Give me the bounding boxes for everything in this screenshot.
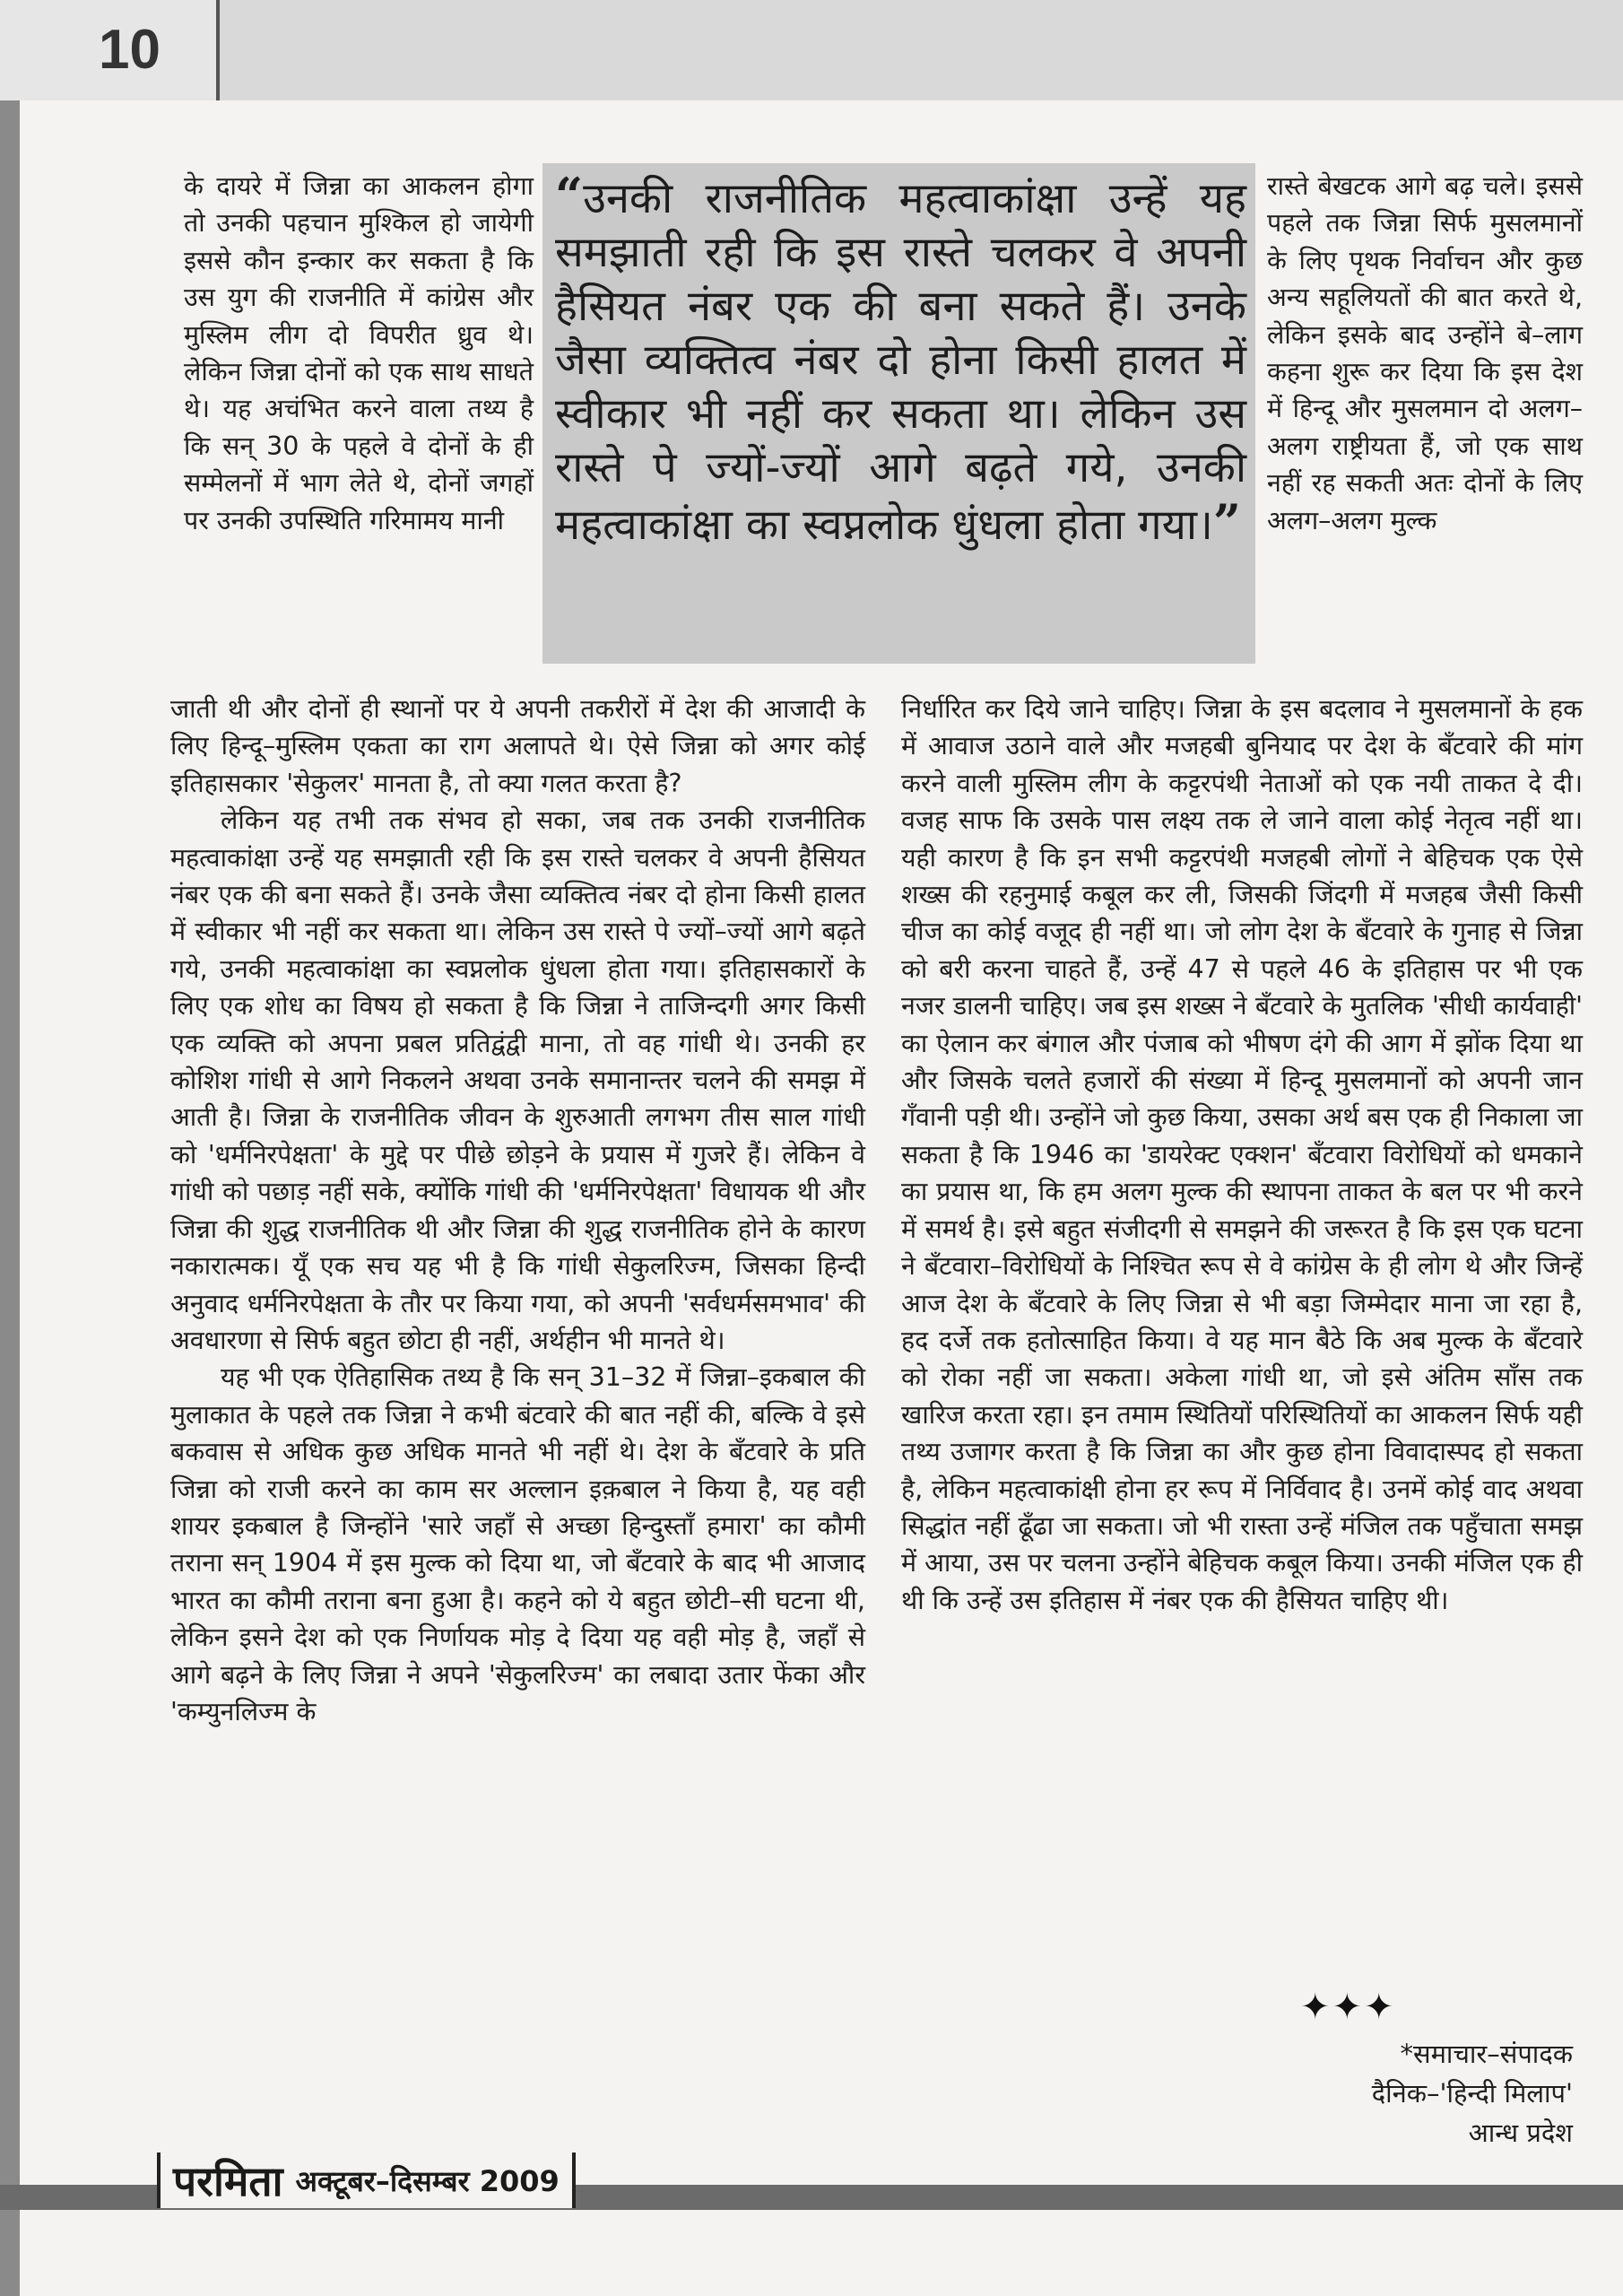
- page-number-box: [0, 0, 220, 100]
- left-paragraph-1: जाती थी और दोनों ही स्थानों पर ये अपनी तकरीरों में देश की आजादी के लिए हिन्दू–मुस्लिम एकता का राग अलापते थे। ऐसे जिन्ना को अगर कोई इतिहासकार 'सेकुलर' मानता है, तो क्या गलत करता है?: [170, 694, 865, 798]
- close-quote-icon: ”: [1212, 493, 1241, 551]
- left-top-paragraph: के दायरे में जिन्ना का आकलन होगा तो उनकी पहचान मुश्किल हो जायेगी इससे कौन इन्कार कर सकता है कि उस युग की राजनीति में कांग्रेस और मुस्लिम लीग दो विपरीत ध्रुव थे। लेकिन जिन्ना दोनों को एक साथ साधते थे। यह अचंभित करने वाला तथ्य है कि सन् 30 के पहले वे दोनों के ही सम्मेलनों में भाग लेते थे, दोनों जगहों पर उनकी उपस्थिति गरिमामय मानी: [184, 171, 534, 535]
- right-top-paragraph: रास्ते बेखटक आगे बढ़ चले। इससे पहले तक जिन्ना सिर्फ मुसलमानों के लिए पृथक निर्वाचन और कुछ अन्य सहूलियतों की बात करते थे, लेकिन इसके बाद उन्होंने बे–लाग कहना शुरू कर दिया कि इस देश में हिन्दू और मुसलमान दो अलग–अलग राष्ट्रीयता हैं, जो एक साथ नहीं रह सकती अतः दोनों के लिए अलग–अलग मुल्क: [1267, 171, 1583, 535]
- magazine-name: परमिता: [173, 2157, 283, 2205]
- open-quote-icon: “: [555, 167, 584, 224]
- pull-quote: [542, 163, 1255, 664]
- right-top-column: [1267, 168, 1583, 539]
- right-paragraph: निर्धारित कर दिये जाने चाहिए। जिन्ना के इस बदलाव ने मुसलमानों के हक में आवाज उठाने वाले और मजहबी बुनियाद पर देश के बँटवारे की मांग करने वाली मुस्लिम लीग के कट्टरपंथी नेताओं को एक नयी ताकत दे दी। वजह साफ कि उसके पास लक्ष्य तक ले जाने वाला कोई नेतृत्व नहीं था। यही कारण है कि इन सभी कट्टरपंथी मजहबी लोगों ने बेहिचक एक ऐसे शख्स की रहनुमाई कबूल कर ली, जिसकी जिंदगी में मजहब जैसी किसी चीज का कोई वजूद ही नहीं था। जो लोग देश के बँटवारे के गुनाह से जिन्ना को बरी करना चाहते हैं, उन्हें 47 से पहले 46 के इतिहास पर भी एक नजर डालनी चाहिए। जब इस शख्स ने बँटवारे के मुतलिक 'सीधी कार्यवाही' का ऐलान कर बंगाल और पंजाब को भीषण दंगे की आग में झोंक दिया था और जिसके चलते हजारों की संख्या में हिन्दू मुसलमानों को अपनी जान गँवानी पड़ी थी। उन्होंने जो कुछ किया, उसका अर्थ बस एक ही निकाला जा सकता है कि 1946 का 'डायरेक्ट एक्शन' बँटवारा विरोधियों को धमकाने का प्रयास था, कि हम अलग मुल्क की स्थापना ताकत के बल पर भी करने में समर्थ है। इसे बहुत संजीदगी से समझने की जरूरत है कि इस एक घटना ने बँटवारा–विरोधियों के निश्चित रूप से वे कांग्रेस के ही लोग थे और जिन्हें आज देश के बँटवारे के लिए जिन्ना से भी बड़ा जिम्मेदार माना जा रहा है, हद दर्जे तक हतोत्साहित किया। वे यह मान बैठे कि अब मुल्क के बँटवारे को रोका नहीं जा सकता। अकेला गांधी था, जो इसे अंतिम साँस तक खारिज करता रहा। इन तमाम स्थितियों परिस्थितियों का आकलन सिर्फ यही तथ्य उजागर करता है कि जिन्ना का और कुछ होना विवादास्पद हो सकता है, लेकिन महत्वाकांक्षी होना हर रूप में निर्विवाद है। उनमें कोई वाद अथवा सिद्धांत नहीं ढूँढा जा सकता। जो भी रास्ता उन्हें मंजिल तक पहुँचाता समझ में आया, उस पर चलना उन्होंने बेहिचक कबूल किया। उनकी मंजिल एक ही थी कि उन्हें उस इतिहास में नंबर एक की हैसियत चाहिए थी।: [901, 694, 1583, 1615]
- page-number: 10: [99, 19, 161, 81]
- right-column: [901, 691, 1583, 1619]
- author-role: *समाचार–संपादक: [1400, 2039, 1573, 2069]
- left-paragraph-3: यह भी एक ऐतिहासिक तथ्य है कि सन् 31–32 में जिन्ना–इकबाल की मुलाकात के पहले तक जिन्ना ने कभी बंटवारे की बात नहीं की, बल्कि वे इसे बकवास से अधिक कुछ अधिक मानते भी नहीं थे। देश के बँटवारे के प्रति जिन्ना को राजी करने का काम सर अल्लान इक़बाल ने किया है, यह वही शायर इकबाल है जिन्होंने 'सारे जहाँ से अच्छा हिन्दुस्ताँ हमारा' का कौमी तराना सन् 1904 में इस मुल्क को दिया था, जो बँटवारे के बाद भी आजाद भारत का कौमी तराना बना हुआ है। कहने को ये बहुत छोटी–सी घटना थी, लेकिन इसने देश को एक निर्णायक मोड़ दे दिया यह वही मोड़ है, जहाँ से आगे बढ़ने के लिए जिन्ना ने अपने 'सेकुलरिज्म' का लबादा उतार फेंका और 'कम्युनलिज्म के: [170, 1362, 865, 1726]
- issue-date: अक्टूबर–दिसम्बर 2009: [295, 2163, 560, 2198]
- end-stars-icon: ✦✦✦: [1300, 1987, 1396, 2028]
- pull-quote-text: उनकी राजनीतिक महत्वाकांक्षा उन्हें यह समझाती रही कि इस रास्ते चलकर वे अपनी हैसियत नंबर एक की बना सकते हैं। उनके जैसा व्यक्तित्व नंबर दो होना किसी हालत में स्वीकार भी नहीं कर सकता था। लेकिन उस रास्ते पे ज्यों-ज्यों आगे बढ़ते गये, उनकी महत्वाकांक्षा का स्वप्नलोक धुंधला होता गया।: [555, 174, 1246, 550]
- header-band: [0, 0, 1623, 100]
- left-paragraph-2: लेकिन यह तभी तक संभव हो सका, जब तक उनकी राजनीतिक महत्वाकांक्षा उन्हें यह समझाती रही कि इस रास्ते चलकर वे अपनी हैसियत नंबर एक की बना सकते हैं। उनके जैसा व्यक्तित्व नंबर दो होना किसी हालत में स्वीकार भी नहीं कर सकता था। लेकिन उस रास्ते पे ज्यों–ज्यों आगे बढ़ते गये, उनकी महत्वाकांक्षा का स्वप्नलोक धुंधला होता गया। इतिहासकारों के लिए एक शोध का विषय हो सकता है कि जिन्ना ने ताजिन्दगी अगर किसी एक व्यक्ति को अपना प्रबल प्रतिद्वंद्वी माना, तो वह गांधी थे। उनकी हर कोशिश गांधी से आगे निकलने अथवा उनके समानान्तर चलने की समझ में आती है। जिन्ना के राजनीतिक जीवन के शुरुआती लगभग तीस साल गांधी को 'धर्मनिरपेक्षता' के मुद्दे पर पीछे छोड़ने के प्रयास में गुजरे हैं। लेकिन वे गांधी को पछाड़ नहीं सके, क्योंकि गांधी की 'धर्मनिरपेक्षता' विधायक थी और जिन्ना की शुद्ध राजनीतिक थी और जिन्ना की शुद्ध राजनीतिक होने के कारण नकारात्मक। यूँ एक सच यह भी है कि गांधी सेकुलरिज्म, जिसका हिन्दी अनुवाद धर्मनिरपेक्षता के तौर पर किया गया, को अपनी 'सर्वधर्मसमभाव' की अवधारणा से सिर्फ बहुत छोटा ही नहीं, अर्थहीन भी मानते थे।: [170, 805, 865, 1355]
- author-state: आन्ध प्रदेश: [1468, 2118, 1573, 2148]
- footer-label: [157, 2152, 576, 2208]
- left-column: [170, 691, 865, 1730]
- left-top-column: [184, 168, 534, 539]
- author-paper: दैनिक–'हिन्दी मिलाप': [1371, 2078, 1573, 2109]
- scan-edge: [0, 100, 20, 2296]
